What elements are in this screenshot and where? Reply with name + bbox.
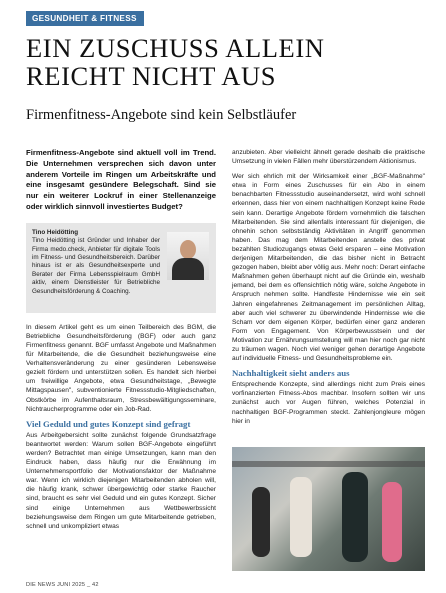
page-footer: DIE NEWS JUNI 2025 _ 42 xyxy=(26,582,99,588)
photo-figure xyxy=(342,472,368,562)
photo-figure xyxy=(382,482,402,562)
portrait-head-shape xyxy=(180,240,196,259)
fitness-class-photo xyxy=(232,447,425,571)
headline-line-1: EIN ZUSCHUSS ALLEIN xyxy=(26,33,325,63)
body-paragraph: Aus Arbeitgebersicht sollte zunächst folgende Grundsatzfrage beantwortet werden: Warum sollen BGF-Angebote eingeführt werden? Betrachtet man einige Umsetzungen, kann man den Eindruck haben, dass häufig nur die Erwähnung im Unternehmensportfolio der Motivationsfaktor der Maßnahme war. Wenn ich wirklich diejenigen Mitarbeitenden abholen will, die häufig krank, schwer übergewichtig oder starke Raucher sind, braucht es sehr viel Geduld und ein gutes Konzept. Sicher sind einige Unternehmen aus Wettbewerbssicht beziehungsweise dem Ringen um gute Mitarbeitende getrieben, schnell und unkompliziert etwas xyxy=(26,431,216,530)
headline-line-2: REICHT NICHT AUS xyxy=(26,61,277,91)
photo-figure xyxy=(290,477,312,557)
body-paragraph: Wer sich ehrlich mit der Wirksamkeit einer „BGF-Maßnahme" etwa in Form eines Zuschusses für ein Abo in einem benachbarten Fitnessstudio auseinandersetzt, wird wohl schnell erkennen, dass hier von einem nachhaltigen Konzept keine Rede sein kann. Derartige Angebote fördern vornehmlich die falschen Mitarbeitenden. Sie sind allenfalls interessant für diejenigen, die ohnehin schon selbstständig Aktivitäten in Angriff genommen haben. Das mag dem Mitarbeitenden anstelle des privat bezahlten Studiozugangs etwas Geld ersparen – eine Motivation derjenigen Mitarbeitenden, die das bisher nicht in Betracht gezogen haben, bleibt aber völlig aus. Mehr noch: Derart einfache Maßnahmen gehen überhaupt nicht auf die Gründe ein, weshalb jemand, bei dem es offensichtlich nötig wäre, solche Angebote in Anspruch nehmen sollte. Handfeste Hindernisse wie ein seit Jahren eingefahrenes Zeitmanagement im persönlichen Alltag, aber auch viel schwerer zu überwindende Hindernisse wie die Scham vor dem eigenen Körper, bedürfen einer ganz anderen Form von Engagement. Von Körperbewusstsein und der Motivation zur Ernährungsumstellung will man hier noch gar nicht zu träumen wagen. Noch viel weniger gehen derartige Angebote auf individuelle Fitness- und Gesundheitsprobleme ein. xyxy=(232,173,425,363)
lead-paragraph: Firmenfitness-Angebote sind aktuell voll im Trend. Die Unternehmen versprechen sich davon unter anderem Vorteile im Ringen um Arbeitskräfte und eine insgesamt gesündere Belegschaft. Sind sie nur ein weiterer Lockruf in einer Stellenanzeige oder wirklich sinnvoll investiertes Budget? xyxy=(26,148,216,211)
body-paragraph: In diesem Artikel geht es um einen Teilbereich des BGM, die Betriebliche Gesundheitsförderung (BGF) oder auch ganz Firmenfitness genannt. BGF umfasst Angebote und Maßnahmen für Mitarbeitende, die die Gesundheit beziehungsweise eine Verhaltensveränderung zu einer gesünderen Lebensweise gezielt fördern und unterstützen sollen. Es handelt sich hierbei um freiwillige Angebote, etwa Gesundheitstage, „Bewegte Mittagspausen", subventionierte Fitnessstudio-Mitgliedschaften, Obstkörbe im Aufenthaltsraum, Stressbewältigungsseminare, Nichtraucherprogramme oder ein Job-Rad. xyxy=(26,323,216,413)
right-column xyxy=(232,148,425,432)
left-column xyxy=(26,148,216,537)
author-bio: Tino Heidötting ist Gründer und Inhaber der Firma medo.check, Anbieter für digitale Tools im Fitness- und Gesundheitsbereich. Darüber hinaus ist er als Gesundheitsexperte und Berater der Firma Lebensspielraum GmbH aktiv, einem Dienstleister für Betriebliche Gesundheitsförderung & Coaching. xyxy=(32,237,160,295)
subheadline: Firmenfitness-Angebote sind kein Selbstläufer xyxy=(26,107,297,123)
section-subhead: Nachhaltigkeit sieht anders aus xyxy=(232,368,350,379)
photo-bar-shape xyxy=(232,461,425,467)
section-rubric: GESUNDHEIT & FITNESS xyxy=(26,11,144,26)
author-name: Tino Heidötting xyxy=(32,228,79,236)
section-subhead: Viel Geduld und gutes Konzept sind gefragt xyxy=(26,418,191,429)
photo-figure xyxy=(252,487,270,557)
portrait-body-shape xyxy=(172,258,204,280)
body-paragraph: anzubieten. Aber vielleicht ähnelt gerade deshalb die praktische Umsetzung in vielen Fällen mehr überstürzendem Aktionismus. xyxy=(232,149,425,166)
body-paragraph: Entsprechende Konzepte, sind allerdings nicht zum Preis eines vorfinanzierten Fitness-Abos machbar. Insofern sollten wir uns zunächst auch vor Augen führen, welches Potenzial in nachhaltigen BGF-Programmen steckt. Zahlenjongleure mögen hier in xyxy=(232,381,425,425)
headline xyxy=(26,34,426,90)
author-photo xyxy=(167,232,209,280)
author-infobox xyxy=(26,223,216,313)
